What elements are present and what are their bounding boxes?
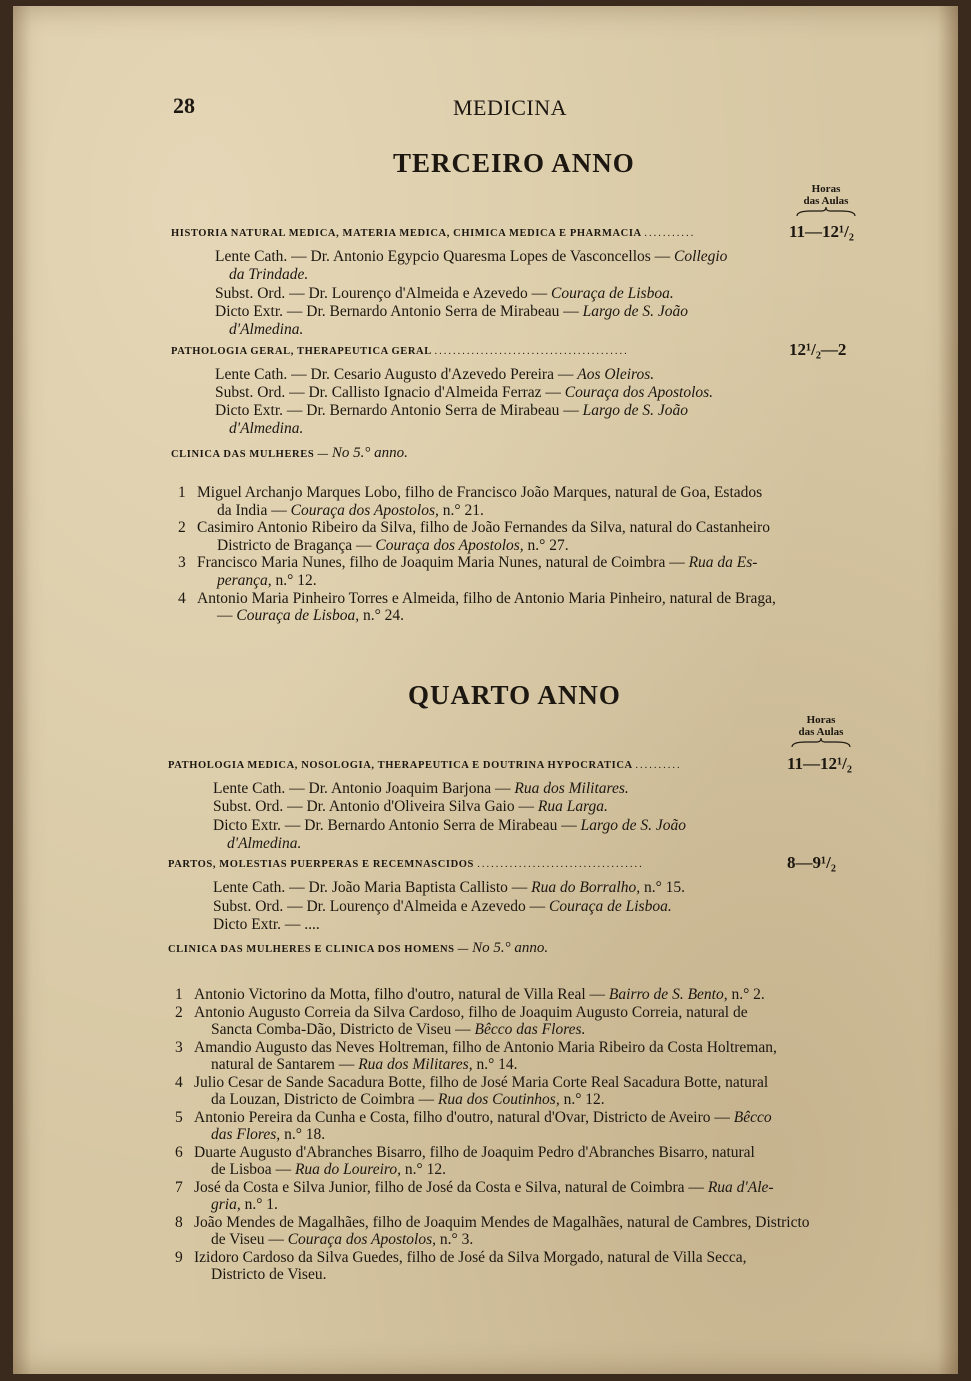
student-address-number: n.° 24. — [362, 607, 405, 625]
student-entry-line — [217, 537, 569, 555]
student-entry-line — [211, 1091, 605, 1109]
student-address: Rua dos Coutinhos, — [437, 1091, 560, 1108]
student-text: João Mendes de Magalhães, filho de Joaquim Mendes de Magalhães, natural de Cambres, Districto — [194, 1213, 810, 1231]
student-text: da Louzan, Districto de Coimbra — — [211, 1091, 434, 1108]
faculty-line — [215, 366, 654, 384]
das-aulas-label: das Aulas — [803, 195, 849, 207]
student-number: 5 — [175, 1108, 183, 1126]
student-number: 7 — [175, 1178, 183, 1196]
student-text: Sancta Comba-Dão, Districto de Viseu — — [211, 1021, 471, 1038]
student-entry-line — [194, 1179, 774, 1197]
faculty-role: Subst. Ord. — Dr. — [215, 383, 328, 401]
student-entry-line — [211, 1056, 518, 1074]
student-text: Francisco Maria Nunes, filho de Joaquim Maria Nunes, natural de Coimbra — — [197, 554, 685, 572]
faculty-name: Antonio d'Oliveira Silva Gaio — — [328, 798, 534, 816]
faculty-name: Antonio Egypcio Quaresma Lopes de Vasconcellos — — [332, 248, 671, 265]
student-text: Casimiro Antonio Ribeiro da Silva, filho de João Fernandes da Silva, natural do Castanheiro — [197, 519, 770, 537]
faculty-address: Couraça de Lisboa. — [549, 897, 672, 915]
student-text: de Viseu — — [211, 1231, 284, 1248]
student-address-number: n.° 12. — [275, 572, 317, 589]
student-entry-line — [217, 572, 317, 590]
faculty-address: Largo de S. João — [582, 402, 688, 420]
student-entry-line — [194, 1109, 772, 1127]
student-address: das Flores, — [211, 1126, 281, 1143]
student-text: Districto de Viseu. — [211, 1266, 327, 1283]
faculty-role: Lente Cath. — Dr. — [215, 365, 330, 383]
student-entry-line — [197, 554, 757, 572]
student-text: Antonio Augusto Correia da Silva Cardoso, filho de Joaquim Augusto Correia, natural de — [194, 1003, 748, 1021]
faculty-address: Largo de S. João — [580, 816, 686, 834]
student-number: 2 — [175, 1003, 183, 1021]
student-entry-line — [194, 1039, 777, 1057]
brace-icon — [790, 738, 852, 748]
faculty-line — [215, 285, 674, 303]
student-number: 6 — [175, 1143, 183, 1161]
faculty-name: Bernardo Antonio Serra de Mirabeau — — [329, 402, 579, 420]
student-address: Rua do Loureiro, — [294, 1161, 402, 1178]
faculty-name: Lourenço d'Almeida e Azevedo — — [329, 897, 546, 915]
faculty-line — [213, 798, 608, 816]
student-entry-line — [211, 1161, 446, 1179]
student-text: — — [217, 607, 233, 625]
student-address-number: n.° 12. — [404, 1161, 446, 1178]
faculty-name: Lourenço d'Almeida e Azevedo — — [331, 284, 548, 302]
faculty-role: Lente Cath. — Dr. — [213, 780, 328, 797]
subject-heading — [171, 228, 695, 239]
faculty-address: Couraça dos Apostolos. — [564, 383, 714, 401]
faculty-line — [213, 898, 672, 916]
student-entry-line — [197, 590, 776, 608]
clinica-year: No 5.° anno. — [331, 444, 408, 461]
faculty-address: Couraça de Lisboa. — [551, 284, 674, 302]
student-address: Bêcco das Flores. — [474, 1021, 586, 1038]
faculty-address: Largo de S. João — [582, 302, 688, 320]
faculty-name: Bernardo Antonio Serra de Mirabeau — — [327, 816, 577, 834]
student-entry-line — [211, 1266, 326, 1284]
faculty-line — [213, 780, 629, 798]
faculty-address-number: n.° 15. — [643, 879, 686, 897]
student-number: 8 — [175, 1213, 183, 1231]
student-address-number: n.° 21. — [442, 501, 484, 519]
student-number: 4 — [178, 589, 186, 607]
student-entry-line — [217, 607, 404, 625]
faculty-line — [213, 817, 686, 835]
faculty-line — [227, 835, 301, 853]
faculty-role: Dicto Extr. — Dr. — [215, 302, 326, 320]
faculty-name: Callisto Ignacio d'Almeida Ferraz — — [331, 383, 561, 401]
student-entry-line — [194, 1074, 768, 1092]
faculty-role: Subst. Ord. — Dr. — [213, 897, 326, 915]
faculty-line — [215, 303, 688, 321]
subject-name: HISTORIA NATURAL MEDICA, MATERIA MEDICA, CHIMICA MEDICA E PHARMACIA — [171, 228, 642, 239]
faculty-address: d'Almedina. — [229, 420, 304, 438]
student-text: Antonio Pereira da Cunha e Costa, filho d'outro, natural d'Ovar, Districto de Aveiro — — [194, 1108, 730, 1126]
student-address: Bêcco — [733, 1108, 772, 1126]
running-title: MEDICINA — [453, 95, 567, 120]
faculty-address: da Trindade. — [229, 266, 309, 284]
brace-icon — [795, 207, 857, 217]
student-address-number: n.° 12. — [563, 1091, 605, 1108]
student-entry-line — [211, 1231, 473, 1249]
student-number: 9 — [175, 1248, 183, 1266]
faculty-address: Rua do Borralho, — [531, 879, 641, 897]
horas-heading — [795, 183, 857, 220]
student-address-number: n.° 2. — [731, 986, 765, 1003]
student-address: Couraça dos Apostolos, — [287, 1231, 436, 1248]
student-address: Couraça dos Apostolos, — [375, 536, 524, 554]
student-entry-line — [197, 484, 762, 502]
student-number: 3 — [178, 554, 186, 572]
student-text: José da Costa e Silva Junior, filho de José da Costa e Silva, natural de Coimbra — — [194, 1178, 704, 1196]
faculty-address: Rua dos Militares. — [514, 780, 629, 797]
student-address: Rua d'Ale- — [707, 1178, 774, 1196]
faculty-role: Subst. Ord. — Dr. — [213, 798, 326, 816]
faculty-line — [213, 916, 320, 934]
faculty-line — [215, 248, 727, 266]
student-number: 2 — [178, 519, 186, 537]
subject-heading — [168, 760, 682, 771]
student-text: Amandio Augusto das Neves Holtreman, filho de Antonio Maria Ribeiro da Costa Holtreman, — [194, 1038, 777, 1056]
section-title-quarto: QUARTO ANNO — [408, 680, 621, 710]
student-address-number: n.° 14. — [476, 1056, 518, 1073]
faculty-name: Cesario Augusto d'Azevedo Pereira — — [333, 365, 574, 383]
student-text: natural de Santarem — — [211, 1056, 355, 1073]
student-address: Rua da Es- — [688, 554, 758, 572]
faculty-line — [229, 420, 303, 438]
faculty-role: Lente Cath. — Dr. — [213, 879, 328, 897]
leader-dots: .......................................... — [434, 345, 629, 357]
student-entry-line — [194, 1249, 747, 1267]
student-text: da India — — [217, 501, 287, 519]
student-address-number: n.° 18. — [284, 1126, 326, 1143]
page-number: 28 — [173, 93, 195, 118]
student-entry-line — [194, 1004, 748, 1022]
leader-dots: ........... — [644, 228, 696, 239]
faculty-name: Antonio Joaquim Barjona — — [330, 780, 511, 797]
student-entry-line — [211, 1126, 325, 1144]
section-title-terceiro: TERCEIRO ANNO — [393, 148, 635, 178]
student-text: Antonio Maria Pinheiro Torres e Almeida, filho de Antonio Maria Pinheiro, natural de Braga, — [197, 589, 776, 607]
faculty-address: Rua Larga. — [537, 798, 608, 816]
student-number: 1 — [175, 986, 183, 1003]
faculty-line — [215, 402, 688, 420]
subject-heading — [171, 346, 629, 357]
student-number: 1 — [178, 484, 186, 501]
clinica-note — [168, 940, 548, 957]
student-entry-line — [211, 1021, 585, 1039]
student-address: Couraça de Lisboa, — [236, 607, 360, 625]
faculty-name: Bernardo Antonio Serra de Mirabeau — — [329, 302, 579, 320]
clinica-label: CLINICA DAS MULHERES — — [171, 448, 329, 460]
student-text: Miguel Archanjo Marques Lobo, filho de Francisco João Marques, natural de Goa, Estados — [197, 484, 763, 501]
student-text: Julio Cesar de Sande Sacadura Botte, filho de José Maria Corte Real Sacadura Botte, natural — [194, 1073, 769, 1091]
student-text: Antonio Victorino da Motta, filho d'outro, natural de Villa Real — — [194, 986, 606, 1003]
clinica-year: No 5.° anno. — [472, 940, 549, 957]
subject-name: PATHOLOGIA MEDICA, NOSOLOGIA, THERAPEUTICA E DOUTRINA HYPOCRATICA — [168, 760, 633, 771]
faculty-line — [229, 321, 303, 339]
faculty-line — [215, 384, 713, 402]
student-entry-line — [194, 1144, 755, 1162]
student-entry-line — [211, 1196, 278, 1214]
horas-label: Horas — [806, 714, 836, 726]
leader-dots: .................................... — [477, 859, 644, 871]
faculty-role: Subst. Ord. — Dr. — [215, 284, 328, 302]
faculty-line — [213, 879, 685, 897]
faculty-name: João Maria Baptista Callisto — — [331, 879, 528, 897]
student-address: perança, — [217, 572, 272, 589]
student-address-number: n.° 3. — [439, 1231, 474, 1248]
class-hours: 8—9¹/₂ — [787, 853, 836, 873]
class-hours: 11—12¹/₂ — [787, 754, 852, 773]
student-number: 4 — [175, 1073, 183, 1091]
faculty-address: Collegio — [674, 248, 728, 265]
clinica-note — [171, 445, 408, 462]
student-entry-line — [197, 519, 770, 537]
student-entry-line — [194, 1214, 810, 1232]
horas-label: Horas — [811, 183, 841, 195]
book-page — [13, 6, 958, 1374]
faculty-address: Aos Oleiros. — [577, 365, 655, 383]
subject-name: PARTOS, MOLESTIAS PUERPERAS E RECEMNASCIDOS — [168, 859, 474, 871]
student-address: Bairro de S. Bento, — [608, 986, 728, 1003]
faculty-line — [229, 266, 308, 284]
faculty-address: d'Almedina. — [227, 834, 302, 852]
subject-name: PATHOLOGIA GERAL, THERAPEUTICA GERAL — [171, 345, 432, 357]
student-address-number: n.° 27. — [527, 536, 569, 554]
student-entry-line — [217, 502, 484, 520]
das-aulas-label: das Aulas — [798, 726, 844, 738]
student-text: Districto de Bragança — — [217, 536, 372, 554]
faculty-role: Lente Cath. — Dr. — [215, 248, 330, 265]
subject-heading — [168, 859, 644, 870]
student-number: 3 — [175, 1038, 183, 1056]
student-text: Duarte Augusto d'Abranches Bisarro, filho de Joaquim Pedro d'Abranches Bisarro, natural — [194, 1143, 755, 1161]
student-address: gria, — [211, 1196, 241, 1213]
class-hours: 12¹/₂—2 — [789, 339, 847, 359]
faculty-role: Dicto Extr. — Dr. — [213, 816, 324, 834]
faculty-address: d'Almedina. — [229, 321, 304, 339]
leader-dots: .......... — [635, 760, 682, 771]
student-address-number: n.° 1. — [244, 1196, 278, 1213]
student-address: Couraça dos Apostolos, — [290, 501, 439, 519]
faculty-role: Dicto Extr. — .... — [213, 915, 320, 933]
student-text: de Lisboa — — [211, 1161, 292, 1178]
student-address: Rua dos Militares, — [358, 1056, 473, 1073]
faculty-role: Dicto Extr. — Dr. — [215, 402, 326, 420]
clinica-label: CLINICA DAS MULHERES E CLINICA DOS HOMENS — — [168, 944, 469, 956]
student-entry-line — [194, 986, 765, 1004]
class-hours: 11—12¹/₂ — [789, 222, 854, 241]
horas-heading-quarto — [790, 714, 852, 751]
student-text: Izidoro Cardoso da Silva Guedes, filho de José da Silva Morgado, natural de Villa Secca, — [194, 1248, 747, 1266]
